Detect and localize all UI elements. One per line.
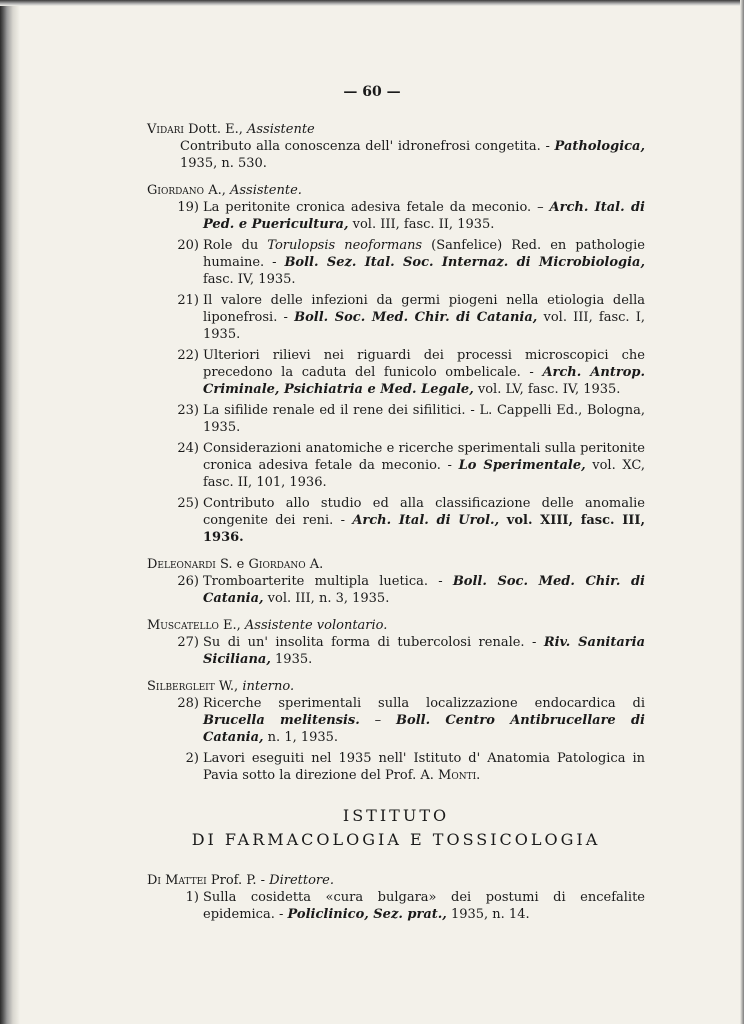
- publication-text: [203, 889, 645, 923]
- page-number: — 60 —: [343, 84, 401, 100]
- author-name-rest: Prof. P. -: [206, 873, 270, 888]
- publication-details: vol. III, fasc. II, 1935.: [348, 217, 495, 232]
- scan-edge-top: [0, 0, 744, 6]
- publication-text: [180, 138, 645, 172]
- publication-entry: [147, 138, 645, 172]
- author-role: Direttore.: [269, 873, 334, 888]
- journal-name: Pathologica,: [554, 139, 645, 154]
- author-name: Deleonardi: [147, 557, 216, 572]
- publication-details: 1935, n. 530.: [180, 156, 267, 171]
- author-heading: [147, 872, 645, 889]
- publication-text: [203, 495, 645, 546]
- publication-entry: [147, 292, 645, 343]
- publication-number: 2): [185, 751, 199, 766]
- author-block-muscatello: [147, 617, 645, 668]
- publication-title-rest: –: [359, 713, 397, 728]
- publication-text: [203, 750, 645, 784]
- author-block-giordano: [147, 182, 645, 546]
- author-name: Muscatello: [147, 618, 219, 633]
- journal-name: Arch. Ital. di Urol.,: [352, 513, 500, 528]
- journal-name: Boll. Sez. Ital. Soc. Internaz. di Microbiologia,: [284, 255, 645, 270]
- publication-title: La sifilide renale ed il rene dei sifilitici. - L. Cappelli Ed., Bologna, 1935.: [203, 403, 645, 435]
- journal-name: Boll. Centro Antibrucellare di Catania,: [203, 713, 645, 745]
- publication-entry: [147, 347, 645, 398]
- publication-title: Ricerche sperimentali sulla localizzazione endocardica di: [203, 696, 645, 711]
- publication-title: Considerazioni anatomiche e ricerche sperimentali sulla peritonite cronica adesiva fetale da meconio. -: [203, 441, 645, 473]
- scan-edge-left: [0, 0, 20, 1024]
- author-name-rest: A.,: [204, 183, 230, 198]
- journal-name: Boll. Soc. Med. Chir. di Catania,: [294, 310, 538, 325]
- publication-entry: [147, 573, 645, 607]
- institute-title-line1: ISTITUTO: [342, 806, 450, 825]
- author-name: Giordano: [147, 183, 205, 198]
- publication-text: [203, 573, 645, 607]
- institute-title-line2: DI FARMACOLOGIA E TOSSICOLOGIA: [191, 830, 601, 849]
- publication-title: Sulla cosidetta «cura bulgara» dei postumi di encefalite epidemica. -: [203, 890, 645, 922]
- publication-title: Su di un' insolita forma di tubercolosi renale. -: [203, 635, 544, 650]
- journal-name: Lo Sperimentale,: [458, 458, 586, 473]
- publication-number: 20): [177, 238, 199, 253]
- page-content: [147, 121, 645, 933]
- journal-name: Boll. Soc. Med. Chir. di Catania,: [203, 574, 645, 606]
- coauthor-name-rest: A.: [305, 557, 324, 572]
- publication-entry: [147, 750, 645, 784]
- institute-heading: [147, 804, 645, 852]
- publication-title: Contributo allo studio ed alla classificazione delle anomalie congenite dei reni. -: [203, 496, 645, 528]
- publication-title-rest: (Sanfelice) Red. en pathologie humaine. -: [203, 238, 645, 270]
- author-name-rest: S. e: [215, 557, 249, 572]
- director-name: Monti.: [438, 768, 481, 783]
- journal-name: Arch. Ital. di Ped. e Puericultura,: [203, 200, 645, 232]
- publication-title: Role du: [203, 238, 268, 253]
- scan-edge-right: [740, 0, 744, 1024]
- journal-name: Riv. Sanitaria Siciliana,: [203, 635, 645, 667]
- author-role: Assistente.: [230, 183, 302, 198]
- species-name: Torulopsis neoformans: [267, 238, 423, 253]
- publication-number: 1): [185, 890, 199, 905]
- publication-number: 19): [177, 200, 199, 215]
- publication-details: fasc. IV, 1935.: [203, 272, 296, 287]
- publication-text: [203, 440, 645, 491]
- publication-details: vol. III, fasc. I, 1935.: [203, 310, 645, 342]
- author-role: Assistente: [246, 122, 315, 137]
- author-block-dimattei: [147, 872, 645, 923]
- author-name-rest: Dott. E.,: [184, 122, 247, 137]
- author-role: interno.: [242, 679, 295, 694]
- author-name: Silbergleit: [147, 679, 215, 694]
- publication-text: [203, 634, 645, 668]
- coauthor-name: Giordano: [248, 557, 306, 572]
- publication-entry: [147, 495, 645, 546]
- publication-number: 25): [177, 496, 199, 511]
- publication-entry: [147, 634, 645, 668]
- author-block-silbergleit: [147, 678, 645, 784]
- publication-entry: [147, 440, 645, 491]
- publication-number: 22): [177, 348, 199, 363]
- publication-text: [203, 237, 645, 288]
- publication-title: Lavori eseguiti nel 1935 nell' Istituto d' Anatomia Patologica in Pavia sotto la direzione del Prof. A.: [203, 751, 645, 783]
- publication-details: 1935, n. 14.: [446, 907, 530, 922]
- author-heading: [147, 556, 645, 573]
- publication-details: vol. III, n. 3, 1935.: [263, 591, 390, 606]
- publication-entry: [147, 199, 645, 233]
- publication-number: 26): [177, 574, 199, 589]
- publication-number: 21): [177, 293, 199, 308]
- publication-entry: [147, 889, 645, 923]
- publication-details: n. 1, 1935.: [263, 730, 339, 745]
- author-name: Di Mattei: [147, 873, 207, 888]
- publication-title: Contributo alla conoscenza dell' idronefrosi congetita. -: [180, 139, 555, 154]
- publication-details: vol. LV, fasc. IV, 1935.: [473, 382, 621, 397]
- publication-details: 1935.: [270, 652, 313, 667]
- author-role: Assistente volontario.: [244, 618, 388, 633]
- publication-text: [203, 402, 645, 436]
- publication-entry: [147, 695, 645, 746]
- publication-title: Il valore delle infezioni da germi piogeni nella etiologia della liponefrosi. -: [203, 293, 645, 325]
- publication-title: Ulteriori rilievi nei riguardi dei processi microscopici che precedono la caduta del funicolo ombelicale. -: [203, 348, 645, 380]
- species-name: Brucella melitensis.: [203, 713, 360, 728]
- publication-entry: [147, 237, 645, 288]
- publication-details: vol. XC, fasc. II, 101, 1936.: [203, 458, 646, 490]
- publication-details: vol. XIII, fasc. III, 1936.: [203, 513, 645, 545]
- publication-number: 28): [177, 696, 199, 711]
- publication-entry: [147, 402, 645, 436]
- author-heading: [147, 121, 645, 138]
- publication-number: 23): [177, 403, 199, 418]
- publication-number: 24): [177, 441, 199, 456]
- author-name-rest: W.,: [214, 679, 243, 694]
- author-name-rest: E.,: [218, 618, 245, 633]
- author-block-deleonardi: [147, 556, 645, 607]
- journal-name: Arch. Antrop. Criminale, Psichiatria e Med. Legale,: [203, 365, 645, 397]
- author-block-vidari: [147, 121, 645, 172]
- journal-name: Policlinico, Sez. prat.,: [287, 907, 447, 922]
- author-heading: [147, 617, 645, 634]
- author-heading: [147, 678, 645, 695]
- publication-title: La peritonite cronica adesiva fetale da meconio. –: [203, 200, 550, 215]
- publication-text: [203, 199, 645, 233]
- author-name: Vidari: [147, 122, 184, 137]
- publication-title: Tromboarterite multipla luetica. -: [203, 574, 453, 589]
- publication-number: 27): [177, 635, 199, 650]
- publication-text: [203, 292, 645, 343]
- author-heading: [147, 182, 645, 199]
- publication-text: [203, 695, 645, 746]
- publication-text: [203, 347, 645, 398]
